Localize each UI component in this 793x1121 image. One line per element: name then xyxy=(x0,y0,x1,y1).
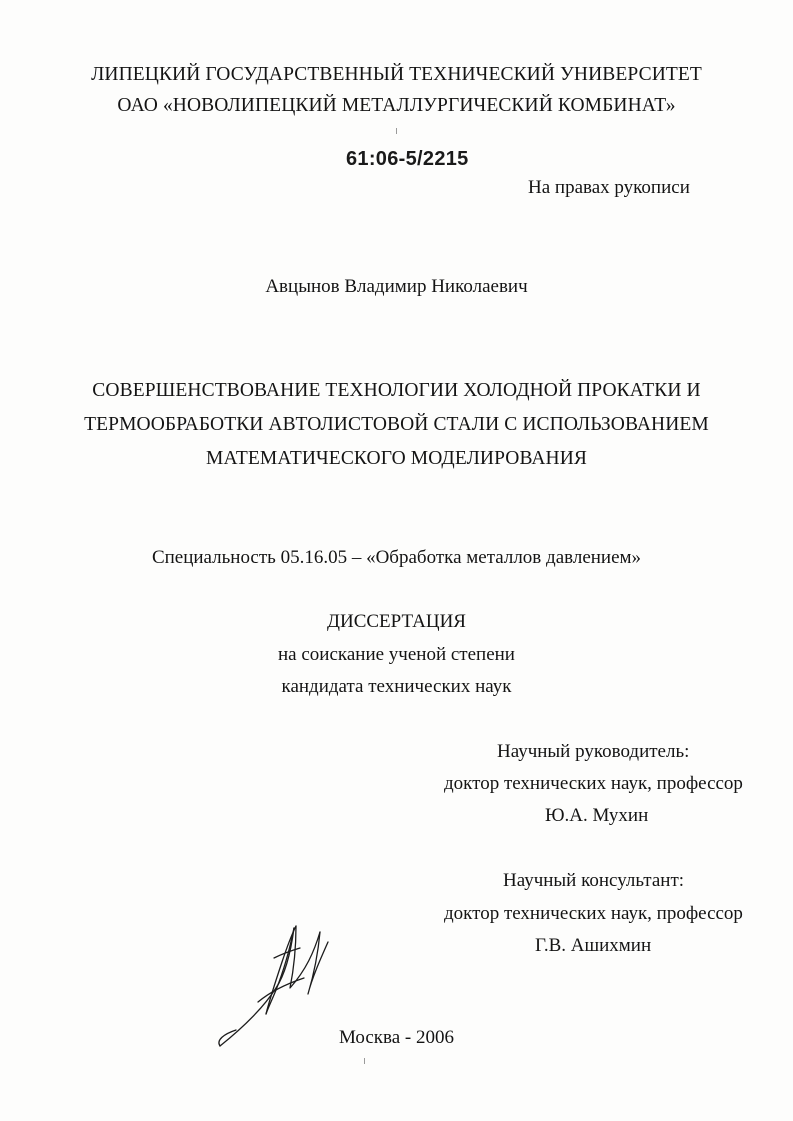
consultant-credentials: доктор технических наук, профессор xyxy=(444,903,743,924)
title-line: СОВЕРШЕНСТВОВАНИЕ ТЕХНОЛОГИИ ХОЛОДНОЙ ПРОКАТКИ И xyxy=(92,380,701,401)
title-line: МАТЕМАТИЧЕСКОГО МОДЕЛИРОВАНИЯ xyxy=(206,448,587,469)
manuscript-rights: На правах рукописи xyxy=(528,177,690,198)
scan-mark xyxy=(396,128,397,134)
title-line: ТЕРМООБРАБОТКИ АВТОЛИСТОВОЙ СТАЛИ С ИСПОЛЬЗОВАНИЕМ xyxy=(84,414,709,435)
catalog-number: 61:06-5/2215 xyxy=(346,148,469,170)
company-name: ОАО «НОВОЛИПЕЦКИЙ МЕТАЛЛУРГИЧЕСКИЙ КОМБИНАТ» xyxy=(117,95,676,116)
consultant-role: Научный консультант: xyxy=(503,870,685,891)
supervisor-name: Ю.А. Мухин xyxy=(545,805,649,826)
scan-mark xyxy=(364,1058,365,1064)
city-year: Москва - 2006 xyxy=(338,1027,455,1048)
consultant-name: Г.В. Ашихмин xyxy=(535,935,652,956)
supervisor-credentials: доктор технических наук, профессор xyxy=(444,773,743,794)
degree-name: кандидата технических наук xyxy=(281,676,512,697)
specialty: Специальность 05.16.05 – «Обработка металлов давлением» xyxy=(151,547,642,568)
degree-purpose: на соискание ученой степени xyxy=(278,644,515,665)
supervisor-role: Научный руководитель: xyxy=(497,741,690,762)
dissertation-heading: ДИССЕРТАЦИЯ xyxy=(327,611,466,632)
university-name: ЛИПЕЦКИЙ ГОСУДАРСТВЕННЫЙ ТЕХНИЧЕСКИЙ УНИВЕРСИТЕТ xyxy=(91,64,702,85)
author-name: Авцынов Владимир Николаевич xyxy=(265,276,528,297)
